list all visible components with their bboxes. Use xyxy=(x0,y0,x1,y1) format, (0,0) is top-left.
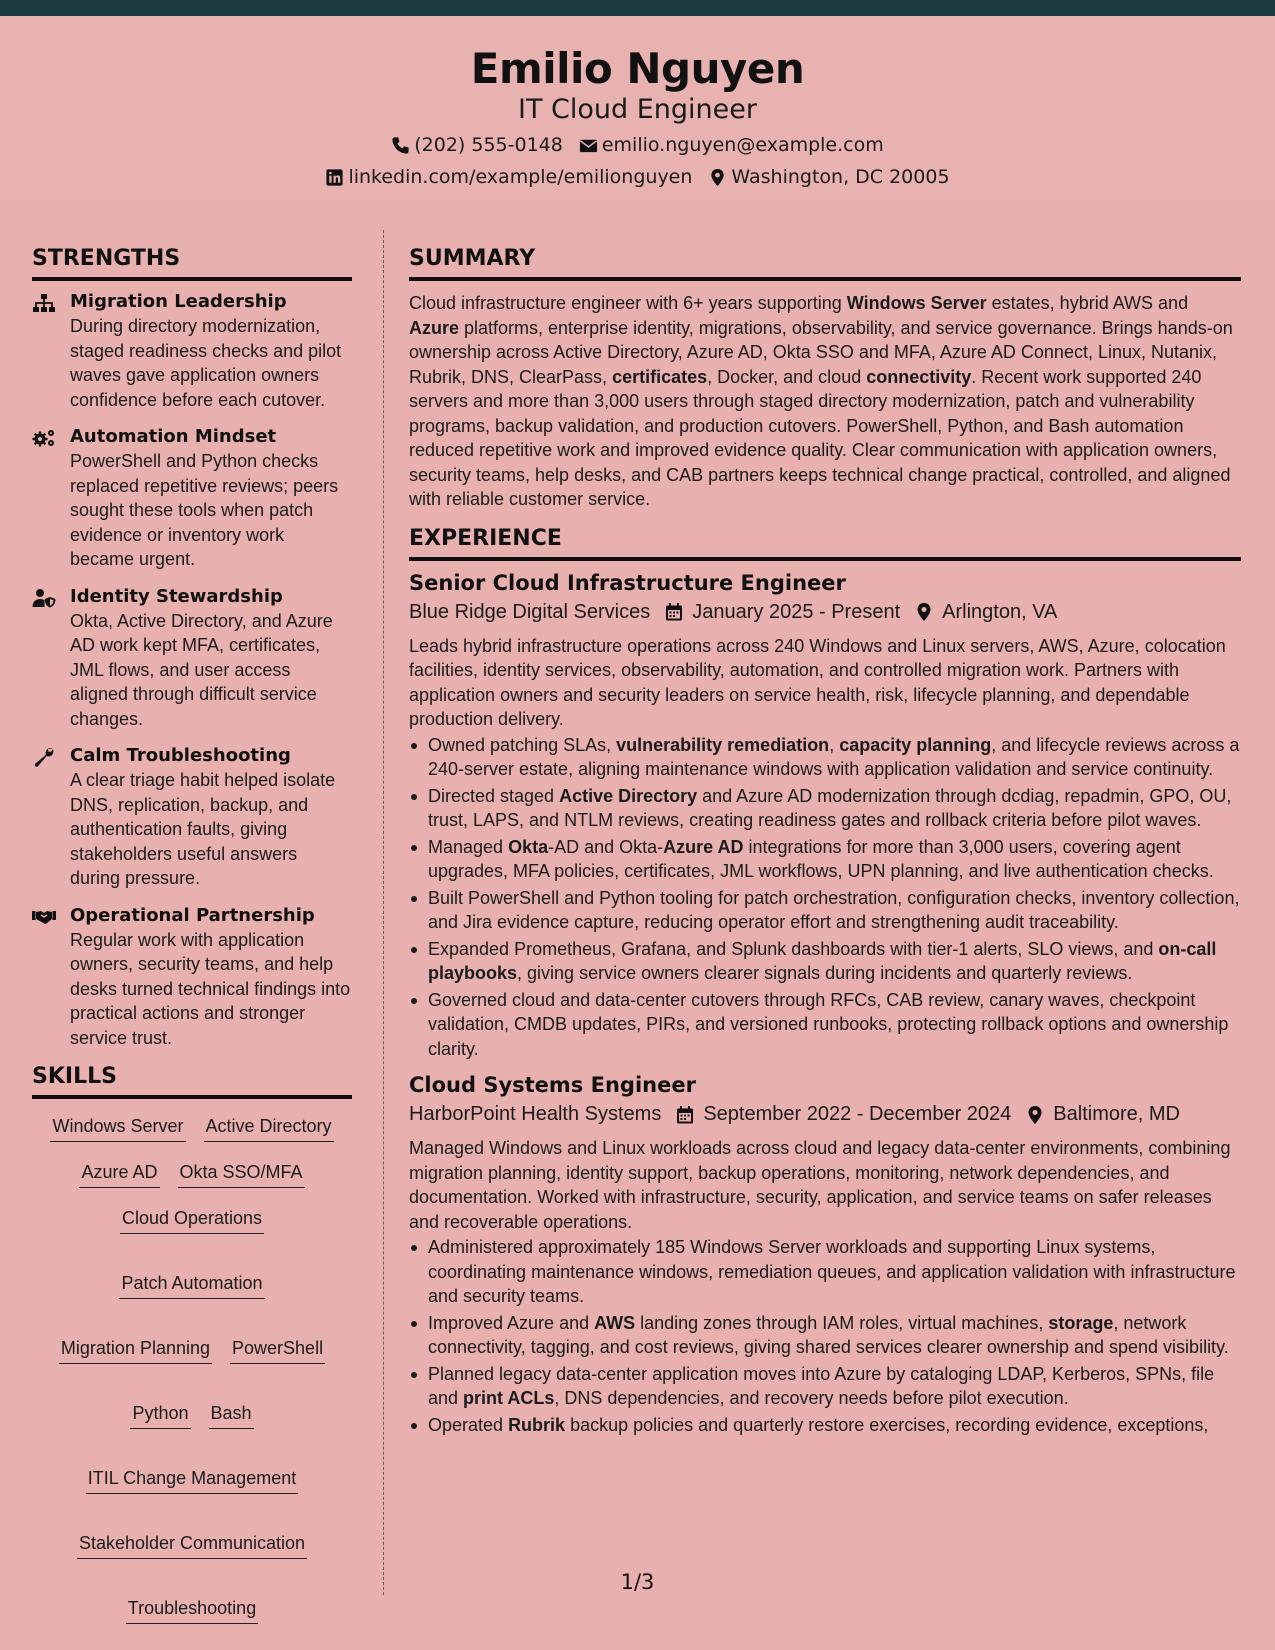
linkedin-contact[interactable] xyxy=(325,166,692,188)
candidate-role: IT Cloud Engineer xyxy=(518,94,757,125)
job-bullets xyxy=(409,1235,1241,1437)
column-divider xyxy=(383,230,384,1595)
map-pin-icon xyxy=(708,168,727,187)
user-shield-icon xyxy=(32,588,56,608)
bold-keyword: vulnerability remediation xyxy=(616,734,830,755)
bold-keyword: Active Directory xyxy=(559,785,698,806)
strength-item xyxy=(32,905,352,1051)
job-entry xyxy=(409,1073,1241,1437)
job-bullet: Improved Azure and AWS landing zones through IAM roles, virtual machines, storage, network connectivity, tagging, and cost reviews, giving shared services clearer ownership and spend visibility. xyxy=(409,1311,1241,1360)
bold-keyword: AWS xyxy=(594,1312,636,1333)
phone-icon xyxy=(391,136,410,155)
job-bullet: Owned patching SLAs, vulnerability remediation, capacity planning, and lifecycle reviews across a 240-server estate, aligning maintenance windows with application validation and service continuity. xyxy=(409,733,1241,782)
linkedin-text[interactable]: linkedin.com/example/emilionguyen xyxy=(348,166,693,188)
job-location: Arlington, VA xyxy=(942,600,1058,623)
bold-keyword: Azure xyxy=(409,317,460,338)
company-name: HarborPoint Health Systems xyxy=(409,1103,662,1125)
strength-title: Identity Stewardship xyxy=(70,585,283,607)
job-location: Baltimore, MD xyxy=(1053,1103,1180,1125)
job-bullet: Built PowerShell and Python tooling for patch orchestration, configuration checks, inventory collection, and Jira evidence capture, reducing operator effort and strengthening audit traceability. xyxy=(409,886,1241,935)
map-pin-icon xyxy=(1025,1105,1045,1125)
skill-tag: PowerShell xyxy=(230,1337,325,1364)
candidate-name: Emilio Nguyen xyxy=(470,44,805,93)
strength-title: Calm Troubleshooting xyxy=(70,745,291,766)
strength-item xyxy=(32,291,352,412)
job-description: Managed Windows and Linux workloads across cloud and legacy data-center environments, combining migration planning, identity support, backup operations, monitoring, network dependencies, and documentation. Worked with infrastructure, security, application, and service teams on safer releases and recoverable operations. xyxy=(409,1138,1231,1232)
strength-title: Operational Partnership xyxy=(70,904,315,926)
email-text[interactable]: emilio.nguyen@example.com xyxy=(601,134,884,156)
skill-tag: Azure AD xyxy=(79,1161,159,1188)
job-entry xyxy=(409,571,1241,1062)
job-bullet: Managed Okta-AD and Okta-Azure AD integrations for more than 3,000 users, covering agent upgrades, MFA policies, certificates, JML workflows, UPN planning, and live authentication checks. xyxy=(409,835,1241,884)
skill-tag: ITIL Change Management xyxy=(86,1467,298,1494)
job-bullets xyxy=(409,733,1241,1062)
bold-keyword: Azure AD xyxy=(663,836,744,857)
location-text: Washington, DC 20005 xyxy=(731,166,950,188)
wrench-icon xyxy=(32,747,56,767)
skill-tag: Troubleshooting xyxy=(126,1597,258,1624)
skill-tag: Bash xyxy=(209,1402,254,1429)
contact-row-1 xyxy=(0,134,1275,156)
gears-icon xyxy=(32,428,56,448)
skills-heading: SKILLS xyxy=(32,1064,352,1099)
calendar-icon xyxy=(675,1105,695,1125)
bold-keyword: storage xyxy=(1048,1312,1114,1333)
envelope-icon xyxy=(579,136,598,155)
contact-row-2 xyxy=(0,166,1275,188)
resume-header xyxy=(0,16,1275,204)
left-column xyxy=(32,246,352,1624)
strengths-heading: STRENGTHS xyxy=(32,246,352,281)
skill-tag: Windows Server xyxy=(50,1115,185,1142)
calendar-icon xyxy=(664,602,684,622)
skill-tag: Stakeholder Communication xyxy=(77,1532,307,1559)
location-contact xyxy=(708,166,949,188)
skills-list xyxy=(32,1113,352,1624)
job-bullet: Administered approximately 185 Windows Server workloads and supporting Linux systems, coordinating maintenance windows, remediation queues, and application validation with infrastructure and security teams. xyxy=(409,1235,1241,1309)
job-dates: January 2025 - Present xyxy=(692,600,901,623)
bold-keyword: Okta xyxy=(508,836,549,857)
strength-text: Regular work with application owners, security teams, and help desks turned technical findings into practical actions and stronger service trust. xyxy=(70,929,351,1048)
skill-tag: Migration Planning xyxy=(59,1337,212,1364)
strength-title: Migration Leadership xyxy=(70,291,287,312)
bold-keyword: on-call playbooks xyxy=(428,938,1217,983)
skill-tag: Patch Automation xyxy=(119,1272,264,1299)
skill-tag: Python xyxy=(130,1402,190,1429)
job-title: Cloud Systems Engineer xyxy=(409,1073,696,1097)
job-meta xyxy=(409,1103,1241,1126)
map-pin-icon xyxy=(914,602,934,622)
bold-keyword: Rubrik xyxy=(508,1414,566,1435)
job-bullet: Expanded Prometheus, Grafana, and Splunk dashboards with tier-1 alerts, SLO views, and on-call playbooks, giving service owners clearer signals during incidents and quarterly reviews. xyxy=(409,937,1241,986)
bold-keyword: certificates xyxy=(612,366,708,387)
summary-heading: SUMMARY xyxy=(409,246,1241,281)
right-column xyxy=(409,246,1241,1449)
strength-item xyxy=(32,586,352,732)
strength-item xyxy=(32,745,352,891)
job-meta xyxy=(409,601,1241,624)
experience-heading: EXPERIENCE xyxy=(409,526,1241,561)
company-name: Blue Ridge Digital Services xyxy=(409,600,651,623)
strength-text: A clear triage habit helped isolate DNS, replication, backup, and authentication faults, giving stakeholders useful answers during pressure. xyxy=(70,770,336,888)
strength-text: During directory modernization, staged readiness checks and pilot waves gave application owners confidence before each cutover. xyxy=(70,316,342,410)
page-number: 1/3 xyxy=(620,1570,655,1594)
skill-tag: Cloud Operations xyxy=(120,1207,264,1234)
job-title: Senior Cloud Infrastructure Engineer xyxy=(409,570,846,595)
job-bullet: Operated Rubrik backup policies and quarterly restore exercises, recording evidence, exceptions, xyxy=(409,1413,1241,1438)
strength-title: Automation Mindset xyxy=(70,426,277,447)
job-bullet: Planned legacy data-center application moves into Azure by cataloging LDAP, Kerberos, SPNs, file and print ACLs, DNS dependencies, and recovery needs before pilot execution. xyxy=(409,1362,1241,1411)
job-bullet: Directed staged Active Directory and Azure AD modernization through dcdiag, repadmin, GPO, OU, trust, LAPS, and NTLM reviews, creating readiness gates and rollback criteria before pilot waves. xyxy=(409,784,1241,833)
job-bullet: Governed cloud and data-center cutovers through RFCs, CAB review, canary waves, checkpoint validation, CMDB updates, PIRs, and versioned runbooks, protecting rollback options and ownership clarity. xyxy=(409,988,1241,1062)
bold-keyword: print ACLs xyxy=(463,1388,555,1408)
skill-tag: Okta SSO/MFA xyxy=(178,1161,305,1188)
sitemap-icon xyxy=(32,293,56,313)
bold-keyword: Windows Server xyxy=(846,293,987,313)
job-description: Leads hybrid infrastructure operations across 240 Windows and Linux servers, AWS, Azure, colocation facilities, identity services, observability, automation, and controlled migration work. Partners with application owners and security leaders on service health, risk, lifecycle planning, and dependable production delivery. xyxy=(409,635,1226,729)
email-contact[interactable] xyxy=(579,134,884,156)
handshake-icon xyxy=(32,907,56,927)
summary-text: Cloud infrastructure engineer with 6+ years supporting Windows Server estates, hybrid AWS and Azure platforms, enterprise identity, migrations, observability, and service governance. Brings hands-on ownership across Active Directory, Azure AD, Okta SSO and MFA, Azure AD Connect, Linux, Nutanix, Rubrik, DNS, ClearPass, certificates, Docker, and cloud connectivity. Recent work supported 240 servers and more than 3,000 users through staged directory modernization, patch and vulnerability programs, backup validation, and production cutovers. PowerShell, Python, and Bash automation reduced repetitive work and improved evidence quality. Clear communication with application owners, security teams, help desks, and CAB partners keeps technical change practical, controlled, and aligned with reliable customer service. xyxy=(409,293,1233,509)
bold-keyword: connectivity xyxy=(866,366,972,387)
skill-tag: Active Directory xyxy=(204,1115,334,1142)
top-accent-bar xyxy=(0,0,1275,16)
bold-keyword: capacity planning xyxy=(839,734,992,755)
job-dates: September 2022 - December 2024 xyxy=(703,1103,1012,1125)
strength-item xyxy=(32,426,352,572)
linkedin-icon xyxy=(325,168,344,187)
strength-text: PowerShell and Python checks replaced repetitive reviews; peers sought these tools when patch evidence or inventory work became urgent. xyxy=(70,451,339,569)
phone-contact xyxy=(391,134,563,156)
strength-text: Okta, Active Directory, and Azure AD work kept MFA, certificates, JML flows, and user access aligned through difficult service changes. xyxy=(70,610,333,729)
phone-text: (202) 555-0148 xyxy=(414,134,563,156)
